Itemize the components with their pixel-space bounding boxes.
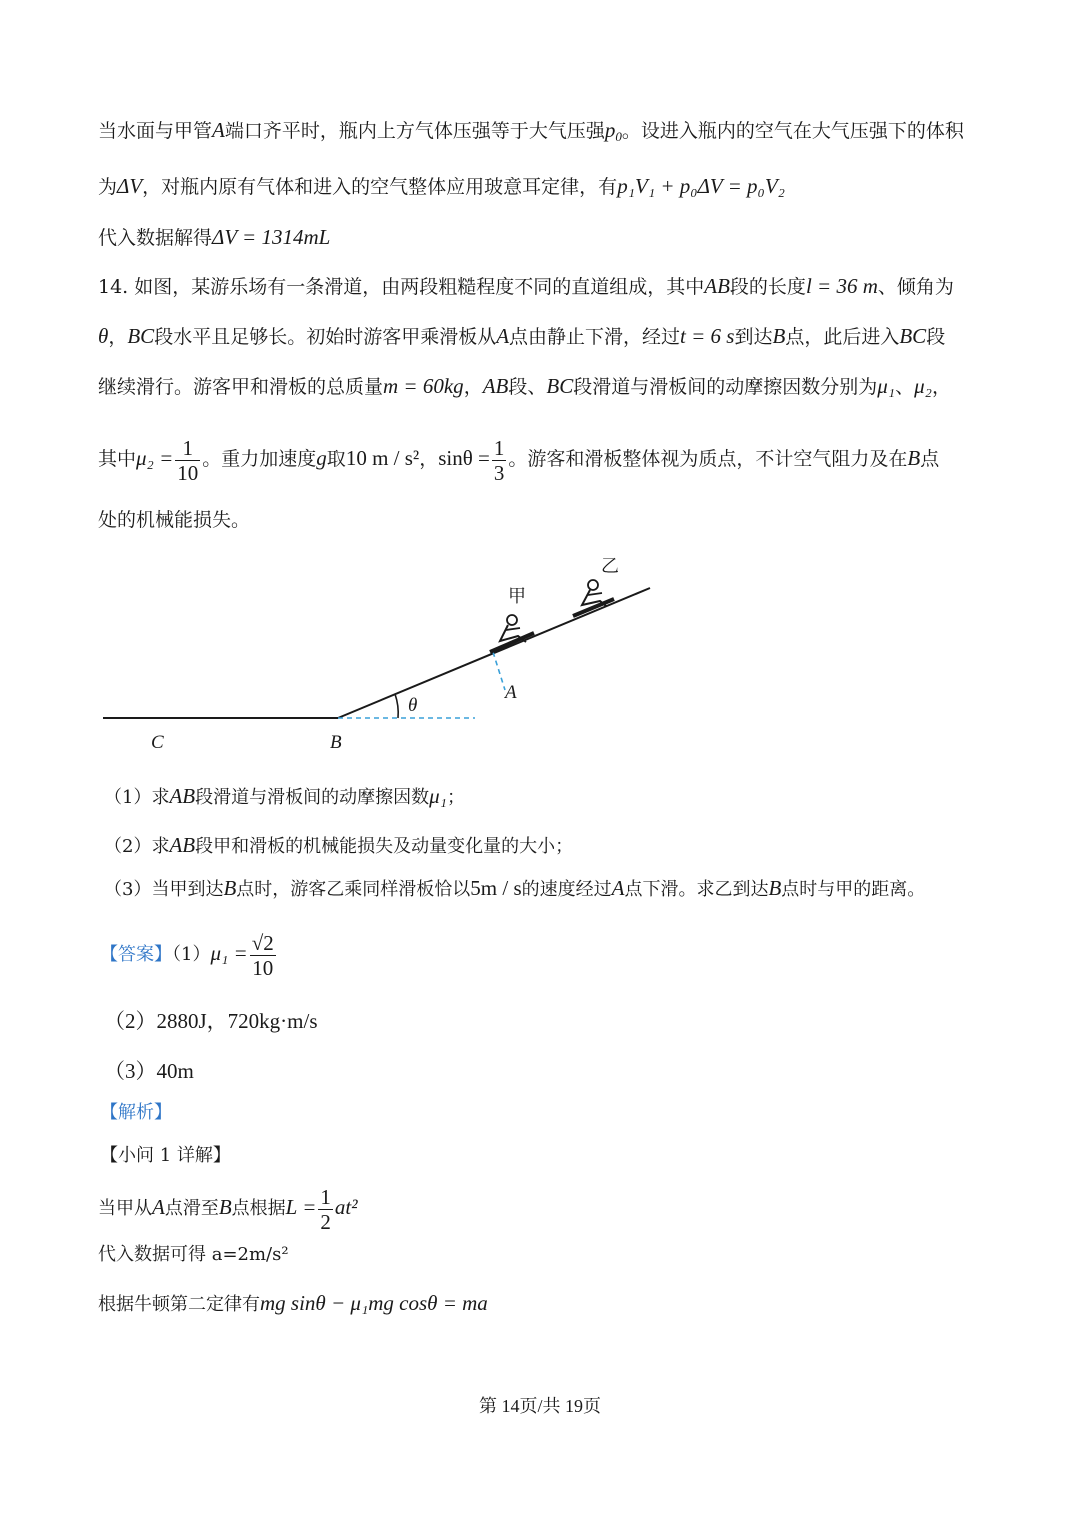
math-var: μ₂ [914, 374, 932, 398]
analysis-tag: 【解析】 [100, 1102, 172, 1123]
fraction: $\frac{1}{10}$ [177, 435, 199, 485]
math-var: BC [546, 374, 574, 398]
answer-3: （3）40m [104, 1059, 194, 1083]
text: ， [419, 448, 439, 470]
text: 端口齐平时，瓶内上方气体压强等于大气压强 [224, 120, 605, 142]
label-jia: 甲 [508, 586, 526, 607]
math-var: g [316, 446, 327, 470]
text: 、 [895, 376, 915, 398]
equation: p₁V₁ + p₀ΔV = p₀V₂ [617, 174, 785, 198]
fraction: $\frac{1}{3}$ [493, 435, 505, 485]
page-footer: 第 14页/共 19页 [478, 1396, 601, 1416]
answer-1: 【答案】（1）μ₁ = $\frac{√2}{10}$ [100, 930, 274, 980]
subquestion-3: （3）当甲到达B点时，游客乙乘同样滑板恰以5m / s的速度经过A点下滑。求乙到达B点时与甲的距离。 [104, 876, 926, 900]
equation: 10 m / s² [345, 446, 420, 470]
math-var: AB [704, 274, 730, 298]
answer-tag: 【答案】 [100, 944, 172, 965]
math-var: B [907, 446, 921, 470]
text: 、倾角为 [877, 276, 954, 298]
equation: m = 60kg [383, 374, 464, 398]
text: 段 [926, 326, 946, 348]
math-var: θ [98, 324, 109, 348]
text: 。重力加速度 [202, 448, 317, 470]
subquestion-1: （1）求AB段滑道与滑板间的动摩擦因数μ₁； [104, 784, 465, 808]
text: 当水面与甲管 [98, 120, 213, 142]
label-yi: 乙 [601, 556, 619, 577]
subquestion-2: （2）求AB段甲和滑板的机械能损失及动量变化量的大小； [104, 833, 574, 857]
text: ， [463, 376, 483, 398]
text: 点，此后进入 [785, 326, 900, 348]
label-b: B [330, 732, 342, 753]
label-theta: θ [408, 695, 418, 716]
text: 。设进入瓶内的空气在大气压强下的体积 [621, 120, 964, 142]
angle-arc [395, 694, 398, 718]
math-var: AB [482, 374, 509, 398]
text: 点 [920, 448, 940, 470]
math-var: BC [899, 324, 927, 348]
math-var: BC [127, 324, 155, 348]
math-var: μ₂ = [136, 446, 174, 470]
label-a: A [505, 682, 517, 703]
equation: t = 6 s [680, 324, 735, 348]
text: 段的长度 [729, 276, 806, 298]
text: 为 [98, 176, 118, 198]
math-var: A [212, 118, 225, 142]
math-var: A [496, 324, 510, 348]
text: ，对瓶内原有气体和进入的空气整体应用玻意耳定律，有 [142, 176, 618, 198]
label-c: C [151, 732, 164, 753]
text: 点由静止下滑，经过 [509, 326, 681, 348]
fraction: $\frac{1}{2}$ [320, 1184, 331, 1234]
text: 段滑道与滑板间的动摩擦因数分别为 [573, 376, 878, 398]
text: ， [931, 376, 951, 398]
text: ， [108, 326, 128, 348]
math-var: ΔV [117, 174, 143, 198]
text: 14. 如图，某游乐场有一条滑道，由两段粗糙程度不同的直道组成，其中 [98, 276, 705, 298]
text: 继续滑行。游客甲和滑板的总质量 [98, 376, 384, 398]
answer-2: （2）2880J，720kg·m/s [104, 1009, 318, 1033]
fraction: $\frac{√2}{10}$ [251, 930, 274, 980]
text: 代入数据解得 [98, 227, 213, 249]
math-var: μ₁ [877, 374, 896, 398]
analysis-line-1: 当甲从A点滑至B点根据L = $\frac{1}{2}$ at² [98, 1184, 358, 1234]
analysis-line-2: 代入数据可得 a=2m/s² [98, 1244, 289, 1265]
math-var: B [772, 324, 786, 348]
equation: l = 36 m [805, 274, 878, 298]
equation: ΔV = 1314mL [212, 225, 331, 249]
text: 段水平且足够长。初始时游客甲乘滑板从 [154, 326, 497, 348]
analysis-detail-heading: 【小问 1 详解】 [100, 1145, 231, 1166]
text: 处的机械能损失。 [98, 509, 251, 531]
text: 取 [326, 448, 346, 470]
text: 其中 [98, 448, 137, 470]
math-var: $p_0$ [604, 118, 622, 144]
text: 。游客和滑板整体视为质点，不计空气阻力及在 [508, 448, 908, 470]
text: 到达 [734, 326, 773, 348]
text: 段、 [508, 376, 547, 398]
analysis-line-3: 根据牛顿第二定律有mg sinθ − μ₁mg cosθ = ma [98, 1291, 488, 1315]
equation: sinθ = [438, 446, 490, 470]
dashed-point-a [493, 652, 505, 690]
